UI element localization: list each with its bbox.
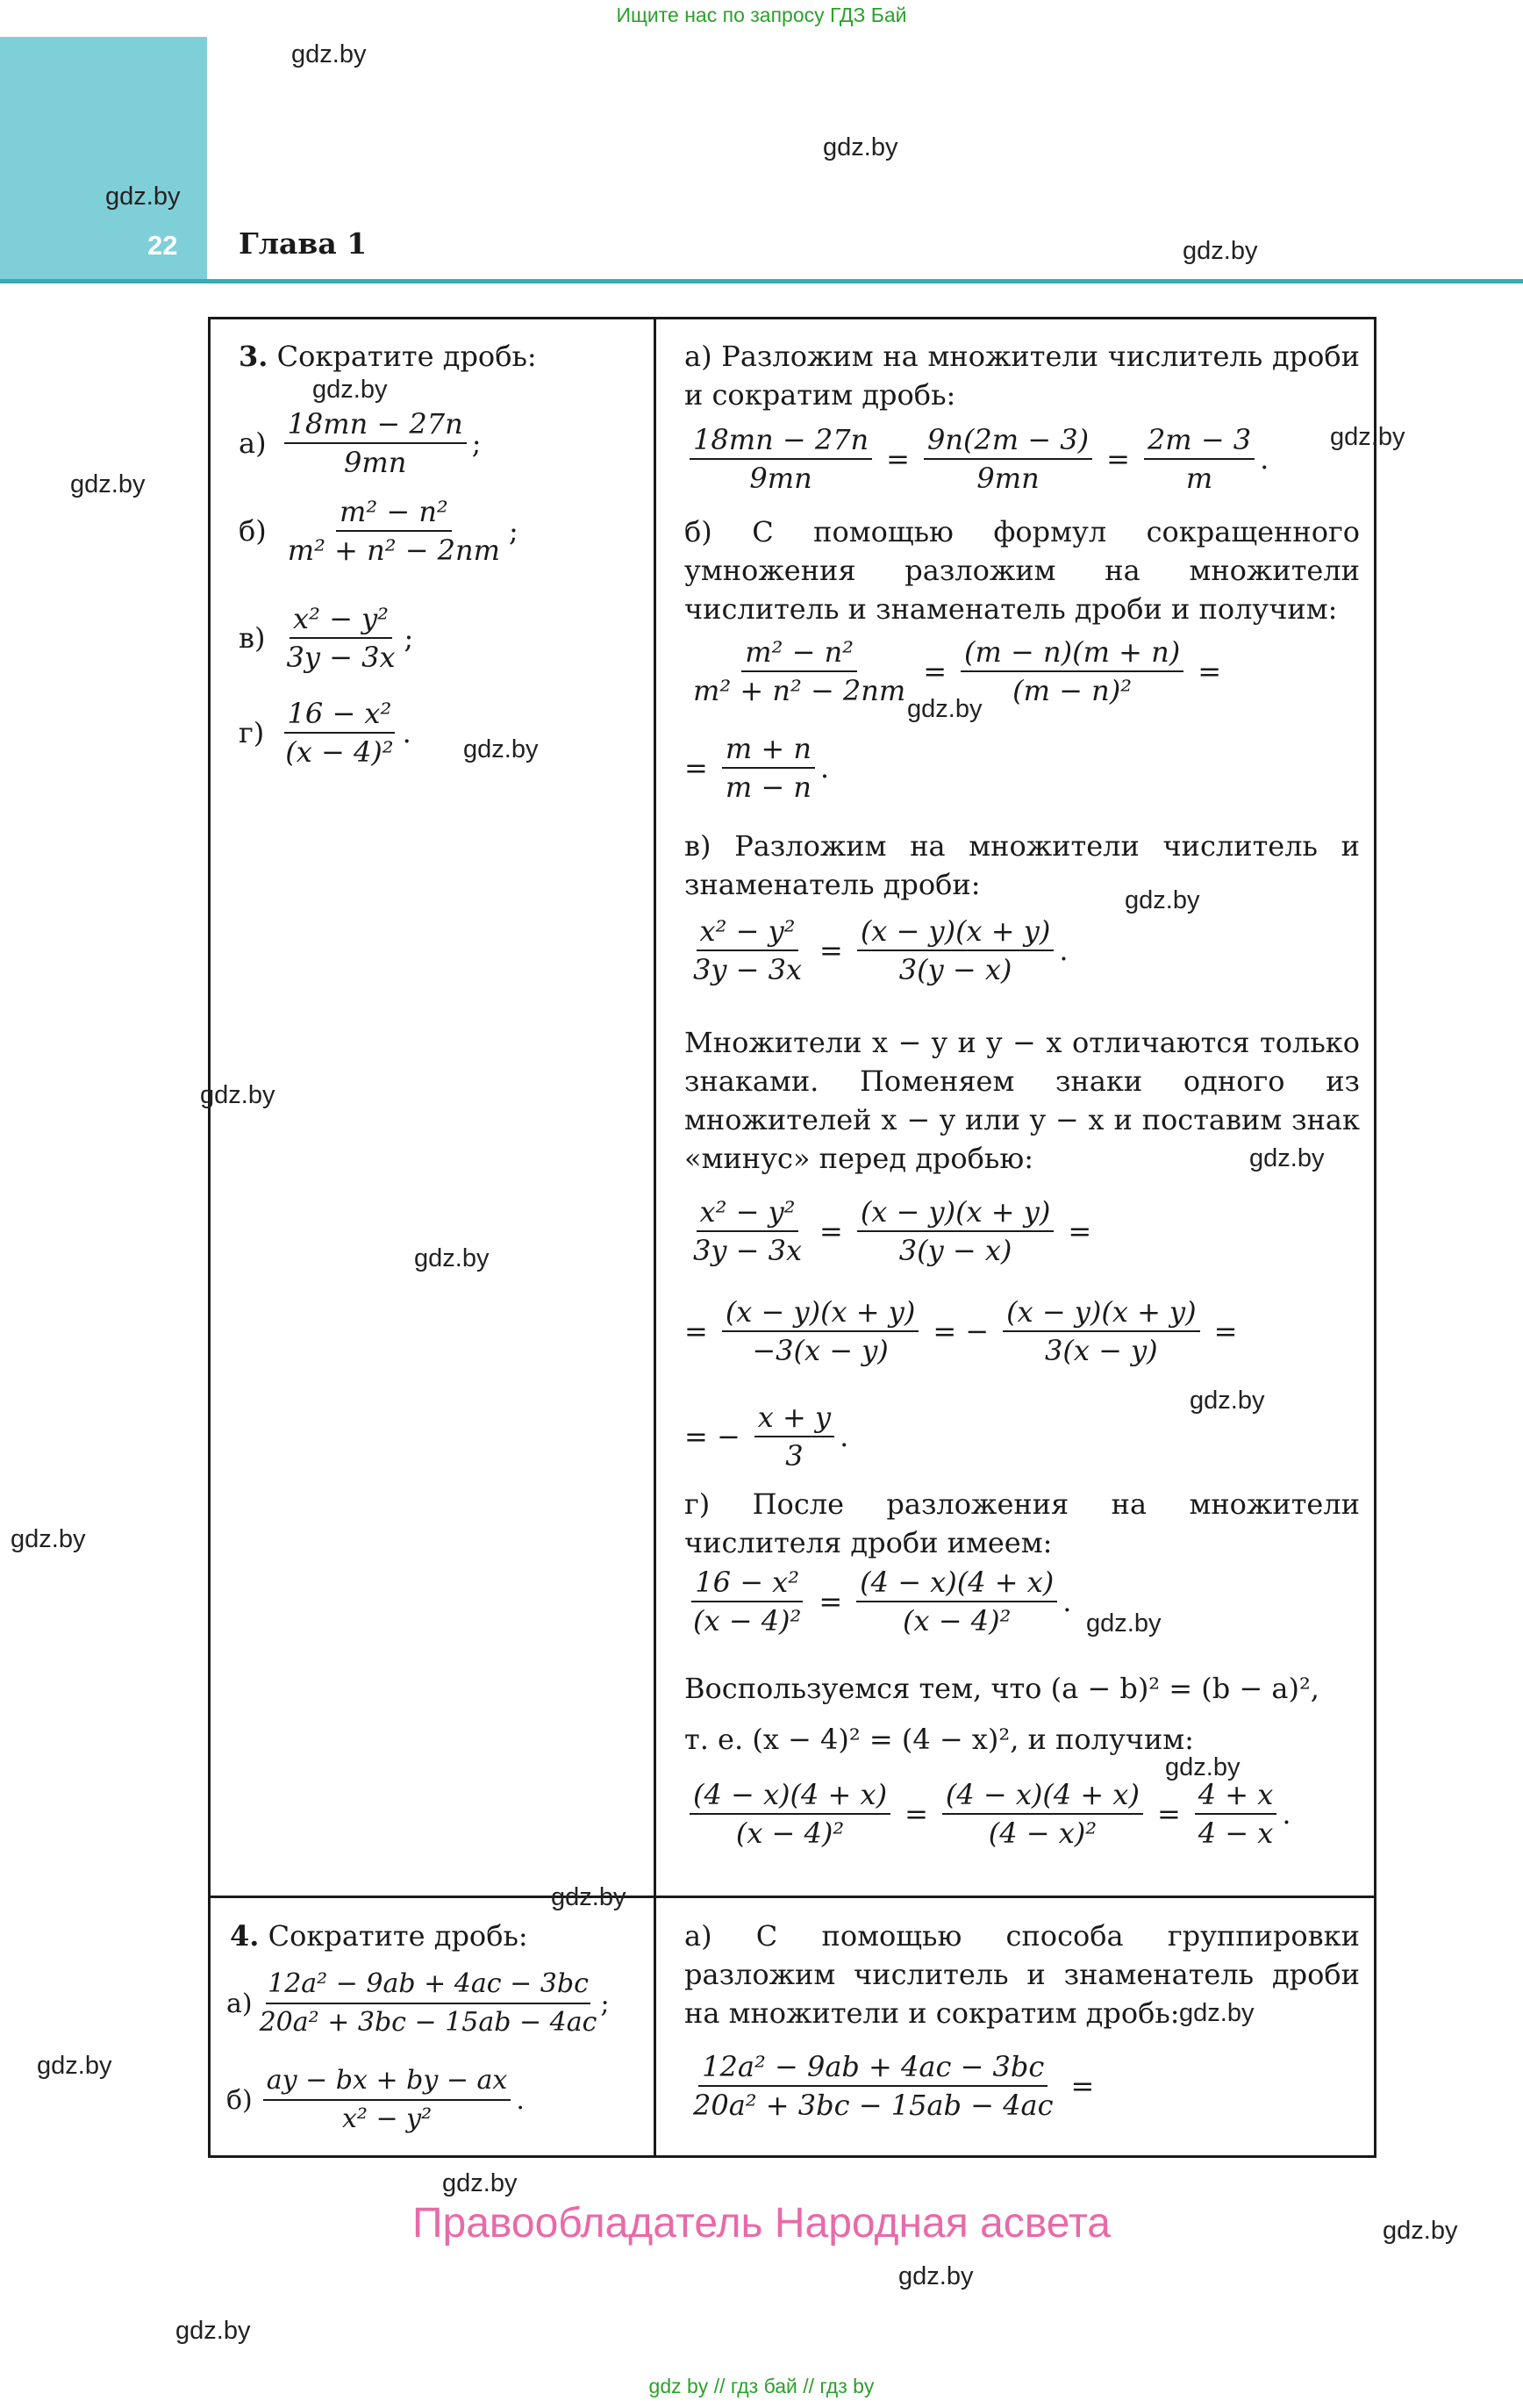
fraction: $\frac{\text{x² − y²}}{3y - 3x}$ bbox=[286, 602, 396, 674]
task3-sol-b-formula: $\frac{\text{m² − n²}}{\text{m² + n² − 2nm}}$ = $\frac{(m - n)(m + n)}{\text{(m − n)²}}$ = bbox=[693, 635, 1222, 707]
task3-sol-v-formula-3: = $\frac{(x - y)(x + y)}{-3(x - y)}$ = − $\frac{(x - y)(x + y)}{3(x - y)}$ = bbox=[684, 1295, 1238, 1367]
watermark: gdz.by bbox=[907, 695, 983, 723]
watermark: gdz.by bbox=[1249, 1144, 1325, 1172]
task3-sol-g-text: г) После разложения на множители числителя дроби имеем: bbox=[684, 1487, 1360, 1559]
task3-number: 3. bbox=[239, 340, 268, 373]
task4-item-b: б) $\frac{ay - bx + by - ax}{\text{x² − y²}}$ . bbox=[226, 2062, 525, 2138]
task3-item-b: б) $\frac{\text{m² − n²}}{\text{m² + n² − 2nm}}$ ; bbox=[239, 495, 518, 567]
watermark: gdz.by bbox=[1179, 1999, 1255, 2027]
watermark: gdz.by bbox=[551, 1883, 626, 1911]
watermark: gdz.by bbox=[105, 183, 181, 211]
task3-sol-b-text: б) С помощью формул сокращенного умножения разложим на множители числитель и знаменатель дроби и получим: bbox=[684, 515, 1360, 626]
task3-sol-v-formula-4: = − $\frac{x + y}{3}$ . bbox=[684, 1401, 849, 1473]
page-number: 22 bbox=[147, 230, 178, 261]
chapter-title: Глава 1 bbox=[239, 226, 368, 261]
copyright-notice: Правообладатель Народная асвета bbox=[412, 2200, 1111, 2247]
fraction: $\frac{\text{16 − x²}}{\text{(x − 4)²}}$ bbox=[285, 697, 394, 769]
task3-item-a: а) $\frac{18mn - 27n}{9mn}$ ; bbox=[239, 407, 482, 479]
watermark: gdz.by bbox=[312, 376, 388, 404]
task3-sol-a-text: а) Разложим на множители числитель дроби и сократим дробь: bbox=[684, 340, 1360, 412]
header-rule bbox=[0, 279, 1523, 283]
item-label: г) bbox=[239, 716, 265, 749]
watermark: gdz.by bbox=[1190, 1387, 1265, 1415]
task3-heading bbox=[239, 337, 537, 376]
fraction: $\frac{\text{m² − n²}}{\text{m² + n² − 2nm}}$ bbox=[287, 495, 500, 567]
task4-number: 4. bbox=[230, 1919, 260, 1953]
task3-sol-b-formula-2: = $\frac{m + n}{m - n}$ . bbox=[684, 732, 830, 804]
task3-sol-v-formula: $\frac{\text{x² − y²}}{3y - 3x}$ = $\frac{(x - y)(x + y)}{3(y - x)}$ . bbox=[693, 914, 1069, 986]
watermark: gdz.by bbox=[11, 1525, 86, 1553]
watermark: gdz.by bbox=[1125, 886, 1200, 914]
task3-sol-g-formula-2: $\frac{(4 - x)(4 + x)}{\text{(x − 4)²}}$ = $\frac{(4 - x)(4 + x)}{\text{(4 − x)²}}$ = $\frac{4 + x}{4 - x}$ . bbox=[684, 1776, 1291, 1852]
bottom-links[interactable]: gdz by // гдз бай // гдз by bbox=[648, 2375, 875, 2397]
task3-item-v: в) $\frac{\text{x² − y²}}{3y - 3x}$ ; bbox=[239, 602, 414, 674]
task4-heading bbox=[230, 1917, 528, 1955]
watermark: gdz.by bbox=[463, 735, 539, 763]
item-label: в) bbox=[239, 621, 266, 655]
watermark: gdz.by bbox=[1165, 1753, 1241, 1781]
watermark: gdz.by bbox=[823, 133, 898, 161]
task3-sol-g-formula: $\frac{\text{16 − x²}}{\text{(x − 4)²}}$ = $\frac{(4 - x)(4 + x)}{\text{(x − 4)²}}$ . bbox=[693, 1566, 1072, 1638]
watermark: gdz.by bbox=[1086, 1609, 1162, 1638]
item-label: а) bbox=[226, 1988, 253, 2019]
task3-sol-g-text-3: т. е. (x − 4)² = (4 − x)², и получим: bbox=[684, 1723, 1194, 1756]
watermark: gdz.by bbox=[442, 2169, 518, 2197]
watermark: gdz.by bbox=[898, 2262, 974, 2290]
task3-title: Сократите дробь: bbox=[276, 340, 537, 373]
watermark: gdz.by bbox=[1383, 2217, 1458, 2245]
item-label: а) bbox=[239, 426, 267, 460]
watermark: gdz.by bbox=[291, 40, 367, 68]
table-column-divider bbox=[654, 317, 656, 2158]
task3-sol-g-text-2: Воспользуемся тем, что (a − b)² = (b − a)², bbox=[684, 1672, 1319, 1705]
watermark: gdz.by bbox=[414, 1244, 490, 1272]
watermark: gdz.by bbox=[175, 2317, 251, 2345]
task3-item-g: г) $\frac{\text{16 − x²}}{\text{(x − 4)²}}$ . bbox=[239, 697, 411, 769]
item-label: б) bbox=[239, 514, 267, 548]
fraction: $\frac{18mn - 27n}{9mn}$ bbox=[284, 405, 467, 481]
task4-sol-a-formula: $\frac{\text{12a² − 9ab + 4ac − 3bc}}{\text{20a² + 3bc − 15ab − 4ac}}$ = bbox=[693, 2050, 1095, 2122]
watermark: gdz.by bbox=[37, 2052, 112, 2080]
task3-sol-v-text-2: Множители x − y и y − x отличаются только знаками. Поменяем знаки одного из множителей x − y или y − x и поставим знак «минус» перед дробью: bbox=[684, 1026, 1360, 1175]
table-row-divider bbox=[208, 1896, 1376, 1898]
task3-sol-v-formula-2: $\frac{\text{x² − y²}}{3y - 3x}$ = $\frac{(x - y)(x + y)}{3(y - x)}$ = bbox=[693, 1195, 1092, 1267]
task4-item-a: а) $\frac{\text{12a² − 9ab + 4ac − 3bc}}{\text{20a² + 3bc − 15ab − 4ac}}$ ; bbox=[226, 1966, 610, 2041]
watermark: gdz.by bbox=[70, 470, 146, 498]
task3-sol-v-text: в) Разложим на множители числитель и знаменатель дроби: bbox=[684, 829, 1360, 901]
item-label: б) bbox=[226, 2084, 253, 2116]
task4-title: Сократите дробь: bbox=[268, 1919, 528, 1953]
watermark: gdz.by bbox=[1330, 423, 1405, 451]
watermark: gdz.by bbox=[200, 1081, 275, 1109]
task4-sol-a-text: а) С помощью способа группировки разложим числитель и знаменатель дроби на множители и сократим дробь: bbox=[684, 1919, 1360, 2030]
watermark: gdz.by bbox=[1183, 237, 1258, 265]
top-search-note: Ищите нас по запросу ГДЗ Бай bbox=[616, 4, 907, 26]
task3-sol-a-formula: $\frac{18mn - 27n}{9mn}$ = $\frac{9n(2m - 3)}{9mn}$ = $\frac{2m - 3}{m}$ . bbox=[684, 421, 1269, 497]
